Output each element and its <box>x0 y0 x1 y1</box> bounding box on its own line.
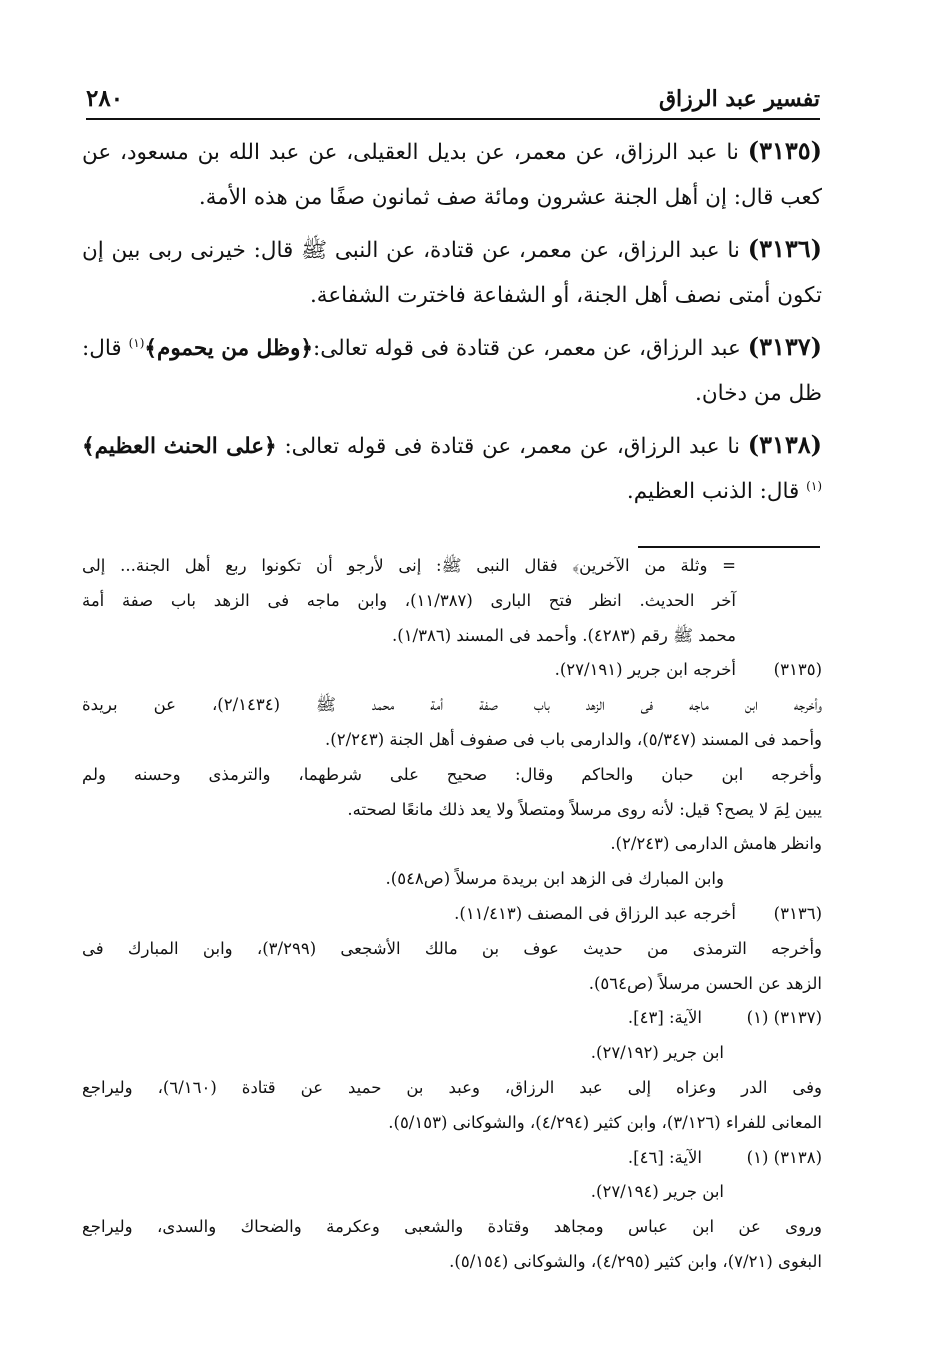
footnote-line: وأخرجه ابن حبان والحاكم وقال: صحيح على شرطهما، والترمذى وحسنه ولم <box>82 764 822 784</box>
footnote-label: (٣١٣٨) (١) <box>746 1147 822 1167</box>
footnote-separator <box>638 546 820 548</box>
entry-text: عبد الرزاق، عن معمر، عن قتادة فى قوله تعالى: <box>313 336 741 361</box>
quran-verse: ﴿وظل من يحموم﴾ <box>144 336 314 361</box>
footnote-label: (٣١٣٧) (١) <box>746 1008 822 1028</box>
footnotes <box>82 549 822 1280</box>
quran-verse: ﴿على الحنث <box>163 434 277 459</box>
footnote-text: الآية: [٤٣]. <box>627 1008 702 1028</box>
footnote-line: وروى عن ابن عباس ومجاهد وقتادة والشعبى وعكرمة والضحاك والسدى، وليراجع <box>82 1217 822 1237</box>
footnote-line: ابن جرير (٢٧/١٩٤). <box>590 1182 724 1202</box>
footnote-3136 <box>82 897 822 932</box>
footnote-line: آخر الحديث. انظر فتح البارى (١١/٣٨٧)، وابن ماجه فى الزهد باب صفة أمة <box>82 590 736 610</box>
footnote-line: ابن جرير (٢٧/١٩٢). <box>590 1043 724 1063</box>
footnote-line: يبين لِمَ لا يصح؟ قيل: لأنه روى مرسلاً ومتصلاً ولا يعد ذلك مانعًا لصحته. <box>347 799 822 819</box>
entry-number: (٣١٣٥) <box>747 136 822 165</box>
header-rule <box>86 118 820 120</box>
entry-text-line: نا عبد الرزاق، عن معمر، عن قتادة، عن النبى ﷺ قال: خيرنى ربى <box>148 238 740 263</box>
footnote-line: = وثلة من الآخرين﴾ فقال النبى ﷺ: إنى لأرجو أن تكونوا ربع أهل الجنة... إلى <box>82 556 736 575</box>
footnote-label: (٣١٣٥) <box>773 660 822 680</box>
entry-text-line: نا عبد الرزاق، عن معمر، عن بديل العقيلى، عن عبد الله بن مسعود، <box>120 140 739 165</box>
footnote-text: أخرجه عبد الرزاق فى المصنف (١١/٤١٣). <box>454 903 736 923</box>
entry-number: (٣١٣٨) <box>747 430 823 459</box>
entry-3137 <box>82 324 822 416</box>
footnote-line: محمد ﷺ رقم (٤٢٨٣). وأحمد فى المسند (١/٣٨٦). <box>392 625 736 645</box>
footnote-line: البغوى (٧/٢١)، وابن كثير (٤/٢٩٥)، والشوكانى (٥/١٥٤). <box>449 1251 822 1271</box>
entry-text: قال: ظل من دخان. <box>82 336 822 406</box>
footnote-marker: (١) <box>806 478 822 493</box>
entry-text: نا عبد الرزاق، عن معمر، عن قتادة فى قوله تعالى: <box>284 434 740 459</box>
footnote-line: وأخرجه الترمذى من حديث عوف بن مالك الأشجعى (٣/٢٩٩)، وابن المبارك فى <box>82 938 822 958</box>
page-number: ٢٨٠ <box>86 85 124 112</box>
entry-text-line: بين إن تكون أمتى نصف أهل الجنة، أو الشفاعة فاخترت الشفاعة. <box>82 238 822 308</box>
entry-text-line: عن كعب قال: إن أهل الجنة عشرون ومائة صف ثمانون صفًا من هذه الأمة. <box>82 140 822 210</box>
footnote-label: (٣١٣٦) <box>773 903 822 923</box>
footnote-line: وأحمد فى المسند (٥/٣٤٧)، والدارمى باب فى صفوف أهل الجنة (٢/٢٤٣). <box>325 729 822 749</box>
footnote-text: أخرجه ابن جرير (٢٧/١٩١). <box>554 660 736 680</box>
entry-3138 <box>82 422 822 514</box>
footnote-3135 <box>82 653 822 688</box>
footnote-line: وأخرجه ابن ماجه فى الزهد باب صفة أمة محمد ﷺ (٢/١٤٣٤)، عن بريدة <box>82 695 822 715</box>
main-text <box>82 128 822 520</box>
footnote-line: وابن المبارك فى الزهد ابن بريدة مرسلاً (ص٥٤٨). <box>385 869 724 889</box>
entry-3135 <box>82 128 822 220</box>
quran-verse: العظيم﴾ <box>82 434 156 459</box>
footnote-text: الآية: [٤٦]. <box>627 1147 702 1167</box>
page-header <box>86 78 820 112</box>
footnote-3138 <box>82 1141 822 1176</box>
entry-3136 <box>82 226 822 318</box>
footnote-line: وانظر هامش الدارمى (٢/٢٤٣). <box>610 834 822 854</box>
entry-number: (٣١٣٧) <box>747 332 822 361</box>
entry-number: (٣١٣٦) <box>747 234 822 263</box>
footnote-marker: (١) <box>128 335 145 350</box>
footnote-3137 <box>82 1001 822 1036</box>
entry-text: قال: الذنب العظيم. <box>626 479 800 504</box>
running-title: تفسير عبد الرزاق <box>658 86 820 112</box>
footnote-line: وفى الدر وعزاه إلى عبد الرزاق، وعبد بن حميد عن قتادة (٦/١٦٠)، وليراجع <box>82 1077 822 1097</box>
footnote-line: الزهد عن الحسن مرسلاً (ص٥٦٤). <box>588 973 822 993</box>
footnote-line: المعانى للفراء (٣/١٢٦)، وابن كثير (٤/٢٩٤)، والشوكانى (٥/١٥٣). <box>388 1112 822 1132</box>
